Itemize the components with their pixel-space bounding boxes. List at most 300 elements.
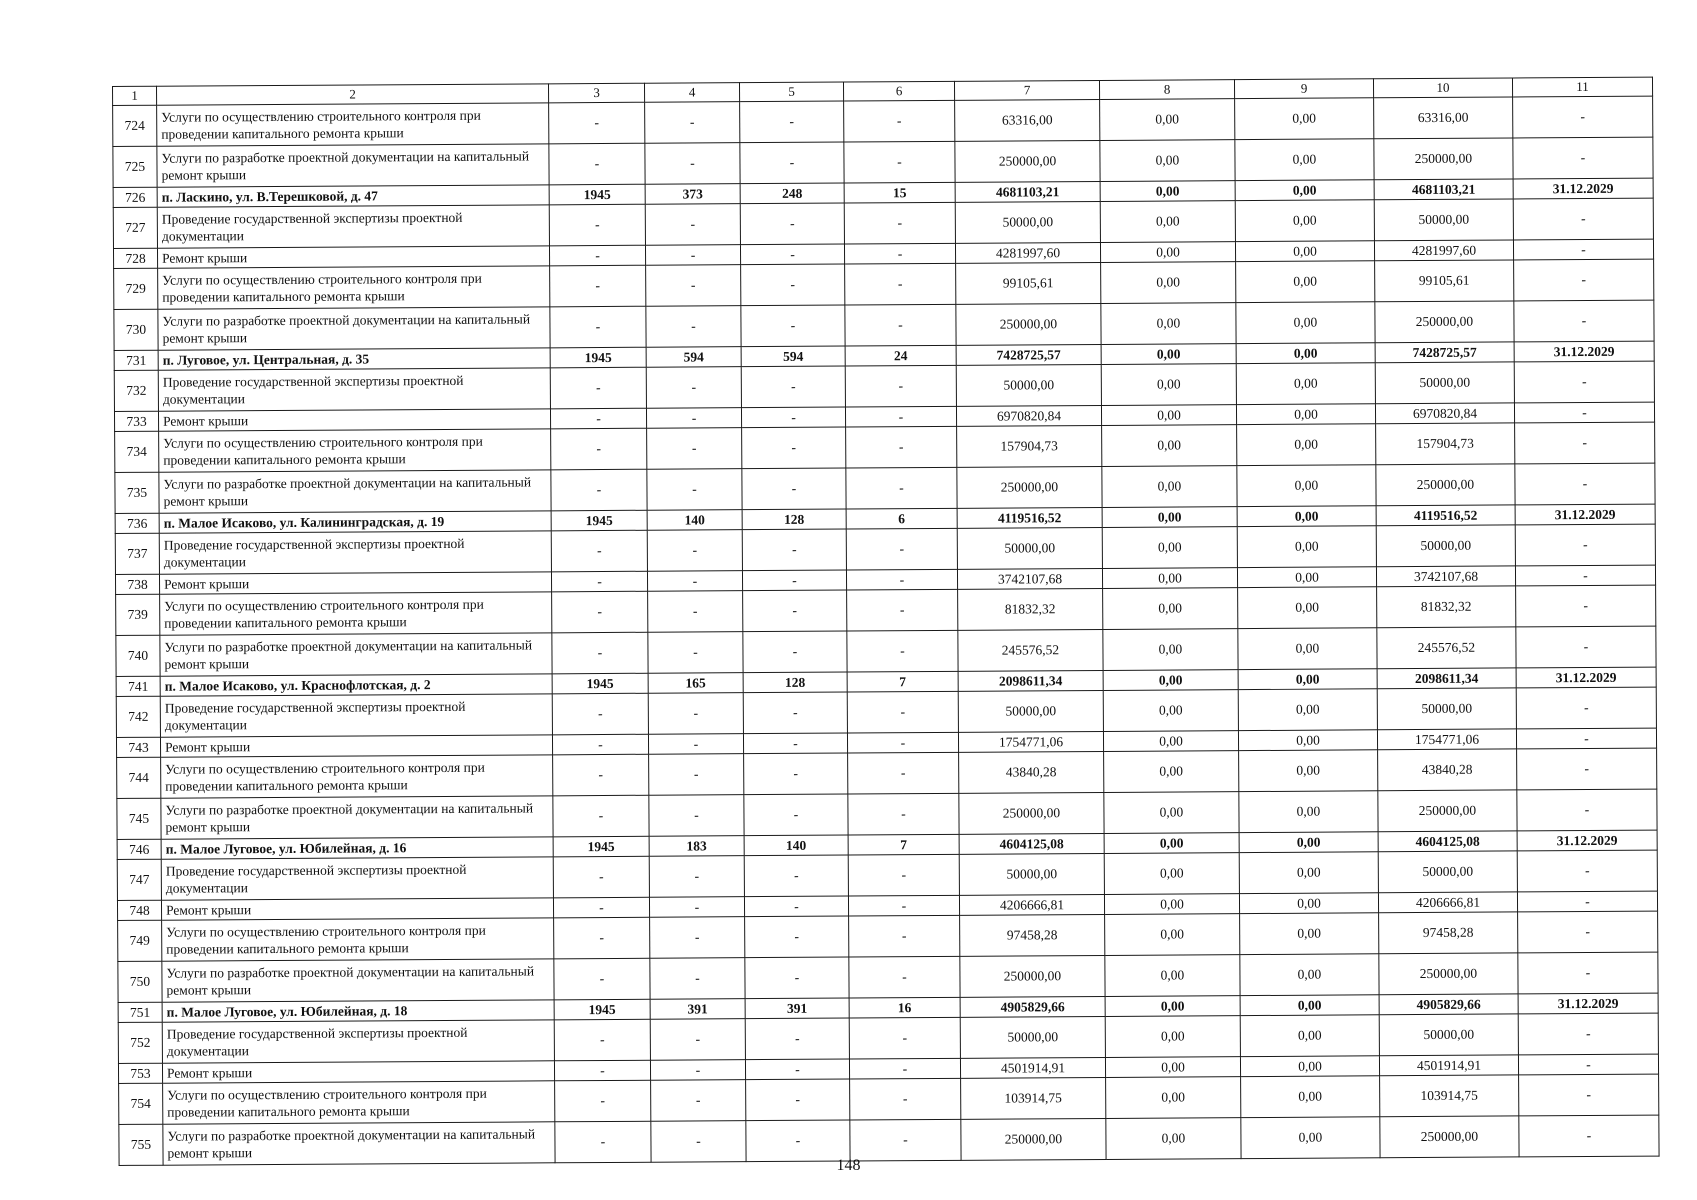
column-5-cell: 128 xyxy=(742,509,846,530)
column-8-cell: 0,00 xyxy=(1105,1016,1240,1058)
row-number-cell: 753 xyxy=(118,1063,162,1083)
column-8-cell: 0,00 xyxy=(1103,629,1238,671)
column-11-cell: - xyxy=(1519,1115,1659,1157)
column-7-cell: 4681103,21 xyxy=(955,181,1100,202)
column-7-cell: 99105,61 xyxy=(956,262,1101,304)
row-number-cell: 736 xyxy=(115,513,159,533)
row-number-cell: 749 xyxy=(118,920,162,961)
column-7-cell: 7428725,57 xyxy=(956,344,1101,365)
column-10-cell: 4681103,21 xyxy=(1374,179,1513,200)
column-5-cell: - xyxy=(741,264,845,306)
column-header: 2 xyxy=(157,84,549,105)
column-3-cell: - xyxy=(553,897,649,918)
column-5-cell: - xyxy=(744,855,848,897)
column-6-cell: 16 xyxy=(849,997,960,1018)
column-8-cell: 0,00 xyxy=(1105,914,1240,956)
column-5-cell: - xyxy=(741,366,845,408)
column-6-cell: - xyxy=(846,467,957,509)
column-7-cell: 250000,00 xyxy=(956,303,1101,345)
column-5-cell: - xyxy=(745,1059,849,1080)
row-number-cell: 735 xyxy=(115,472,159,513)
page-number: 148 xyxy=(836,1157,861,1174)
column-header: 9 xyxy=(1234,79,1373,99)
column-11-cell: - xyxy=(1514,361,1654,403)
column-11-cell: - xyxy=(1518,952,1658,994)
column-6-cell: - xyxy=(847,732,958,753)
column-7-cell: 4119516,52 xyxy=(957,507,1102,528)
table-body xyxy=(113,96,1659,1165)
row-number-cell: 742 xyxy=(116,696,160,737)
row-number-cell: 751 xyxy=(118,1002,162,1022)
row-number-cell: 740 xyxy=(116,635,160,676)
column-3-cell: - xyxy=(551,469,647,511)
row-number-cell: 725 xyxy=(113,146,157,187)
column-3-cell: - xyxy=(550,408,646,429)
description-cell: п. Малое Луговое, ул. Юбилейная, д. 16 xyxy=(161,837,553,859)
column-3-cell: - xyxy=(553,795,649,837)
column-10-cell: 157904,73 xyxy=(1376,423,1515,465)
column-7-cell: 97458,28 xyxy=(960,914,1105,956)
column-6-cell: - xyxy=(846,528,957,570)
row-number-cell: 741 xyxy=(116,676,160,696)
column-5-cell: - xyxy=(743,590,847,632)
column-4-cell: - xyxy=(647,530,742,572)
column-5-cell: - xyxy=(742,529,846,571)
column-11-cell: - xyxy=(1515,524,1655,566)
column-4-cell: - xyxy=(646,408,741,429)
column-9-cell: 0,00 xyxy=(1239,791,1378,833)
column-3-cell: - xyxy=(551,428,647,470)
column-6-cell: 15 xyxy=(844,182,955,203)
description-cell: Проведение государственной экспертизы проектной документации xyxy=(157,205,549,248)
column-10-cell: 50000,00 xyxy=(1376,525,1515,567)
column-10-cell: 2098611,34 xyxy=(1377,668,1516,689)
column-8-cell: 0,00 xyxy=(1102,568,1237,589)
column-10-cell: 6970820,84 xyxy=(1375,403,1514,424)
column-3-cell: - xyxy=(551,571,647,592)
column-11-cell: - xyxy=(1513,239,1653,260)
column-11-cell: - xyxy=(1518,1054,1658,1075)
column-header: 6 xyxy=(843,81,954,101)
column-8-cell: 0,00 xyxy=(1100,242,1235,263)
column-10-cell: 50000,00 xyxy=(1379,1014,1518,1056)
description-cell: Услуги по разработке проектной документации на капитальный ремонт крыши xyxy=(163,1122,555,1165)
column-4-cell: - xyxy=(645,102,740,144)
column-11-cell: 31.12.2029 xyxy=(1513,178,1653,199)
description-cell: Проведение государственной экспертизы проектной документации xyxy=(159,531,551,574)
column-7-cell: 50000,00 xyxy=(955,201,1100,243)
column-11-cell: - xyxy=(1519,1074,1659,1116)
column-3-cell: - xyxy=(550,265,646,307)
column-3-cell: - xyxy=(549,245,645,266)
column-3-cell: - xyxy=(552,632,648,674)
description-cell: Ремонт крыши xyxy=(157,246,549,268)
column-10-cell: 43840,28 xyxy=(1378,749,1517,791)
column-9-cell: 0,00 xyxy=(1235,98,1374,140)
column-10-cell: 50000,00 xyxy=(1378,851,1517,893)
column-7-cell: 245576,52 xyxy=(958,629,1103,671)
column-7-cell: 1754771,06 xyxy=(958,731,1103,752)
column-5-cell: - xyxy=(742,570,846,591)
description-cell: п. Малое Луговое, ул. Юбилейная, д. 18 xyxy=(162,1000,554,1022)
description-cell: п. Ласкино, ул. В.Терешковой, д. 47 xyxy=(157,185,549,207)
row-number-cell: 728 xyxy=(113,248,157,268)
column-9-cell: 0,00 xyxy=(1238,628,1377,670)
column-10-cell: 4281997,60 xyxy=(1374,240,1513,261)
column-3-cell: - xyxy=(554,1060,650,1081)
column-4-cell: - xyxy=(650,917,745,959)
column-11-cell: - xyxy=(1516,585,1656,627)
row-number-cell: 743 xyxy=(116,737,160,757)
column-3-cell: 1945 xyxy=(550,347,646,368)
description-cell: Услуги по осуществлению строительного контроля при проведении капитального ремонта крыши xyxy=(159,429,551,472)
column-10-cell: 250000,00 xyxy=(1379,953,1518,995)
column-9-cell: 0,00 xyxy=(1236,261,1375,303)
column-4-cell: 391 xyxy=(650,999,745,1020)
column-11-cell: - xyxy=(1517,789,1657,831)
column-3-cell: 1945 xyxy=(553,836,649,857)
column-11-cell: 31.12.2029 xyxy=(1517,830,1657,851)
column-10-cell: 7428725,57 xyxy=(1375,342,1514,363)
column-10-cell: 97458,28 xyxy=(1379,912,1518,954)
column-10-cell: 245576,52 xyxy=(1377,627,1516,669)
column-8-cell: 0,00 xyxy=(1104,792,1239,834)
column-5-cell: 391 xyxy=(745,998,849,1019)
column-9-cell: 0,00 xyxy=(1241,1076,1380,1118)
column-5-cell: - xyxy=(740,244,844,265)
column-5-cell: - xyxy=(743,692,847,734)
column-6-cell: - xyxy=(849,915,960,957)
column-3-cell: - xyxy=(549,143,645,185)
column-3-cell: - xyxy=(550,306,646,348)
column-10-cell: 81832,32 xyxy=(1377,586,1516,628)
column-10-cell: 250000,00 xyxy=(1378,790,1517,832)
column-9-cell: 0,00 xyxy=(1240,995,1379,1016)
column-11-cell: - xyxy=(1516,728,1656,749)
column-10-cell: 4905829,66 xyxy=(1379,994,1518,1015)
row-number-cell: 746 xyxy=(117,839,161,859)
column-8-cell: 0,00 xyxy=(1105,996,1240,1017)
description-cell: п. Малое Исаково, ул. Калининградская, д. 19 xyxy=(159,511,551,533)
column-4-cell: 594 xyxy=(646,347,741,368)
description-cell: Услуги по разработке проектной документации на капитальный ремонт крыши xyxy=(160,633,552,676)
column-11-cell: - xyxy=(1517,891,1657,912)
column-4-cell: 183 xyxy=(649,836,744,857)
column-9-cell: 0,00 xyxy=(1240,1056,1379,1077)
column-11-cell: - xyxy=(1515,565,1655,586)
description-cell: Услуги по разработке проектной документации на капитальный ремонт крыши xyxy=(162,959,554,1002)
column-9-cell: 0,00 xyxy=(1236,363,1375,405)
description-cell: Услуги по осуществлению строительного контроля при проведении капитального ремонта крыши xyxy=(161,755,553,798)
column-8-cell: 0,00 xyxy=(1102,425,1237,467)
column-3-cell: - xyxy=(555,1080,651,1122)
description-cell: Услуги по осуществлению строительного контроля при проведении капитального ремонта крыши xyxy=(162,918,554,961)
column-5-cell: - xyxy=(745,957,849,999)
column-3-cell: - xyxy=(554,917,650,959)
column-4-cell: - xyxy=(647,571,742,592)
column-9-cell: 0,00 xyxy=(1240,1015,1379,1057)
column-7-cell: 81832,32 xyxy=(958,588,1103,630)
column-8-cell: 0,00 xyxy=(1103,588,1238,630)
column-5-cell: - xyxy=(741,407,845,428)
column-6-cell: - xyxy=(846,426,957,468)
column-10-cell: 250000,00 xyxy=(1380,1116,1519,1158)
column-7-cell: 157904,73 xyxy=(957,425,1102,467)
column-5-cell: - xyxy=(742,427,846,469)
column-10-cell: 50000,00 xyxy=(1375,362,1514,404)
column-9-cell: 0,00 xyxy=(1238,669,1377,690)
description-cell: Проведение государственной экспертизы проектной документации xyxy=(162,1020,554,1063)
column-5-cell: - xyxy=(740,203,844,245)
column-5-cell: - xyxy=(742,468,846,510)
column-3-cell: - xyxy=(554,1019,650,1061)
row-number-cell: 750 xyxy=(118,961,162,1002)
column-4-cell: - xyxy=(650,1060,745,1081)
row-number-cell: 729 xyxy=(114,268,158,309)
column-8-cell: 0,00 xyxy=(1102,507,1237,528)
description-cell: п. Луговое, ул. Центральная, д. 35 xyxy=(158,348,550,370)
column-8-cell: 0,00 xyxy=(1101,262,1236,304)
description-cell: Услуги по разработке проектной документации на капитальный ремонт крыши xyxy=(157,144,549,187)
column-7-cell: 250000,00 xyxy=(960,955,1105,997)
column-4-cell: 140 xyxy=(647,510,742,531)
column-5-cell: - xyxy=(740,142,844,184)
column-6-cell: - xyxy=(844,141,955,183)
column-4-cell: - xyxy=(650,958,745,1000)
column-4-cell: - xyxy=(650,1019,745,1061)
column-9-cell: 0,00 xyxy=(1235,241,1374,262)
column-8-cell: 0,00 xyxy=(1104,751,1239,793)
column-11-cell: - xyxy=(1518,1013,1658,1055)
column-3-cell: - xyxy=(552,591,648,633)
column-4-cell: - xyxy=(651,1080,746,1122)
column-10-cell: 4501914,91 xyxy=(1379,1055,1518,1076)
column-9-cell: 0,00 xyxy=(1240,913,1379,955)
description-cell: Ремонт крыши xyxy=(161,898,553,920)
column-11-cell: 31.12.2029 xyxy=(1514,341,1654,362)
column-4-cell: - xyxy=(646,367,741,409)
column-5-cell: - xyxy=(744,896,848,917)
column-8-cell: 0,00 xyxy=(1105,1057,1240,1078)
column-6-cell: - xyxy=(845,365,956,407)
column-11-cell: - xyxy=(1513,198,1653,240)
column-5-cell: 594 xyxy=(741,346,845,367)
column-10-cell: 99105,61 xyxy=(1375,260,1514,302)
column-8-cell: 0,00 xyxy=(1104,894,1239,915)
row-number-cell: 726 xyxy=(113,187,157,207)
row-number-cell: 755 xyxy=(119,1124,163,1165)
column-6-cell: - xyxy=(849,956,960,998)
column-3-cell: - xyxy=(551,530,647,572)
description-cell: Услуги по осуществлению строительного контроля при проведении капитального ремонта крыши xyxy=(157,103,549,146)
column-8-cell: 0,00 xyxy=(1101,364,1236,406)
column-9-cell: 0,00 xyxy=(1237,567,1376,588)
column-11-cell: - xyxy=(1518,911,1658,953)
column-6-cell: 24 xyxy=(845,345,956,366)
column-6-cell: - xyxy=(845,263,956,305)
column-5-cell: - xyxy=(740,101,844,143)
column-4-cell: - xyxy=(645,245,740,266)
column-7-cell: 4604125,08 xyxy=(959,833,1104,854)
column-7-cell: 2098611,34 xyxy=(958,670,1103,691)
column-8-cell: 0,00 xyxy=(1102,527,1237,569)
row-number-cell: 752 xyxy=(118,1022,162,1063)
column-7-cell: 4905829,66 xyxy=(960,996,1105,1017)
column-3-cell: - xyxy=(549,102,645,144)
column-6-cell: - xyxy=(844,100,955,142)
column-6-cell: 6 xyxy=(846,508,957,529)
row-number-cell: 737 xyxy=(115,533,159,574)
description-cell: Услуги по осуществлению строительного контроля при проведении капитального ремонта крыши xyxy=(158,266,550,309)
column-3-cell: 1945 xyxy=(552,673,648,694)
column-header: 7 xyxy=(954,80,1099,100)
column-10-cell: 4604125,08 xyxy=(1378,831,1517,852)
row-number-cell: 732 xyxy=(114,370,158,411)
column-9-cell: 0,00 xyxy=(1236,343,1375,364)
column-7-cell: 50000,00 xyxy=(959,853,1104,895)
column-5-cell: - xyxy=(743,733,847,754)
column-11-cell: - xyxy=(1514,402,1654,423)
column-9-cell: 0,00 xyxy=(1235,139,1374,181)
column-4-cell: - xyxy=(648,734,743,755)
column-6-cell: - xyxy=(848,752,959,794)
column-10-cell: 1754771,06 xyxy=(1377,729,1516,750)
column-5-cell: - xyxy=(746,1120,850,1162)
column-7-cell: 50000,00 xyxy=(956,364,1101,406)
column-7-cell: 6970820,84 xyxy=(956,405,1101,426)
column-6-cell: - xyxy=(844,202,955,244)
column-11-cell: - xyxy=(1513,137,1653,179)
column-11-cell: - xyxy=(1517,748,1657,790)
column-header: 10 xyxy=(1373,78,1512,98)
column-9-cell: 0,00 xyxy=(1236,404,1375,425)
column-3-cell: 1945 xyxy=(554,999,650,1020)
row-number-cell: 754 xyxy=(119,1083,163,1124)
column-9-cell: 0,00 xyxy=(1237,526,1376,568)
description-cell: Проведение государственной экспертизы проектной документации xyxy=(161,857,553,900)
column-11-cell: 31.12.2029 xyxy=(1518,993,1658,1014)
column-5-cell: 140 xyxy=(744,835,848,856)
column-3-cell: - xyxy=(549,204,645,246)
row-number-cell: 734 xyxy=(115,431,159,472)
column-10-cell: 250000,00 xyxy=(1376,464,1515,506)
column-4-cell: - xyxy=(646,306,741,348)
row-number-cell: 739 xyxy=(116,594,160,635)
column-10-cell: 4206666,81 xyxy=(1378,892,1517,913)
column-7-cell: 4281997,60 xyxy=(955,242,1100,263)
column-9-cell: 0,00 xyxy=(1237,424,1376,466)
column-header: 4 xyxy=(644,83,739,103)
column-7-cell: 250000,00 xyxy=(955,140,1100,182)
column-header: 8 xyxy=(1099,80,1234,100)
column-10-cell: 3742107,68 xyxy=(1376,566,1515,587)
column-5-cell: 128 xyxy=(743,672,847,693)
column-9-cell: 0,00 xyxy=(1239,852,1378,894)
row-number-cell: 744 xyxy=(117,757,161,798)
row-number-cell: 724 xyxy=(113,105,157,146)
column-header: 5 xyxy=(739,82,843,102)
column-4-cell: - xyxy=(651,1121,746,1163)
column-3-cell: - xyxy=(552,693,648,735)
column-9-cell: 0,00 xyxy=(1235,200,1374,242)
row-number-cell: 748 xyxy=(117,900,161,920)
column-6-cell: - xyxy=(845,304,956,346)
column-10-cell: 103914,75 xyxy=(1380,1075,1519,1117)
column-6-cell: - xyxy=(848,854,959,896)
column-9-cell: 0,00 xyxy=(1238,689,1377,731)
column-3-cell: - xyxy=(554,958,650,1000)
column-7-cell: 63316,00 xyxy=(955,99,1100,141)
column-4-cell: - xyxy=(647,428,742,470)
column-8-cell: 0,00 xyxy=(1104,853,1239,895)
column-4-cell: 373 xyxy=(645,184,740,205)
description-cell: Ремонт крыши xyxy=(158,409,550,431)
column-9-cell: 0,00 xyxy=(1239,750,1378,792)
column-10-cell: 4119516,52 xyxy=(1376,505,1515,526)
row-number-cell: 731 xyxy=(114,350,158,370)
column-7-cell: 50000,00 xyxy=(958,690,1103,732)
column-4-cell: - xyxy=(649,754,744,796)
column-4-cell: 165 xyxy=(648,673,743,694)
column-6-cell: 7 xyxy=(847,671,958,692)
column-6-cell: - xyxy=(850,1078,961,1120)
column-4-cell: - xyxy=(648,591,743,633)
column-8-cell: 0,00 xyxy=(1105,955,1240,997)
description-cell: Услуги по разработке проектной документации на капитальный ремонт крыши xyxy=(158,307,550,350)
column-11-cell: 31.12.2029 xyxy=(1516,667,1656,688)
column-4-cell: - xyxy=(649,795,744,837)
column-11-cell: 31.12.2029 xyxy=(1515,504,1655,525)
column-5-cell: 248 xyxy=(740,183,844,204)
column-7-cell: 50000,00 xyxy=(957,527,1102,569)
column-4-cell: - xyxy=(648,632,743,674)
column-6-cell: - xyxy=(849,1017,960,1059)
column-6-cell: - xyxy=(849,1058,960,1079)
column-4-cell: - xyxy=(645,143,740,185)
column-11-cell: - xyxy=(1514,300,1654,342)
column-8-cell: 0,00 xyxy=(1103,731,1238,752)
column-6-cell: - xyxy=(848,793,959,835)
description-cell: Ремонт крыши xyxy=(159,572,551,594)
column-7-cell: 250000,00 xyxy=(957,466,1102,508)
column-6-cell: 7 xyxy=(848,834,959,855)
column-8-cell: 0,00 xyxy=(1101,344,1236,365)
column-9-cell: 0,00 xyxy=(1235,180,1374,201)
column-7-cell: 50000,00 xyxy=(960,1016,1105,1058)
column-8-cell: 0,00 xyxy=(1100,140,1235,182)
description-cell: Услуги по разработке проектной документации на капитальный ремонт крыши xyxy=(159,470,551,513)
program-table xyxy=(112,77,1660,1166)
description-cell: п. Малое Исаково, ул. Краснофлотская, д. 2 xyxy=(160,674,552,696)
column-10-cell: 250000,00 xyxy=(1375,301,1514,343)
column-header: 3 xyxy=(548,83,644,103)
column-8-cell: 0,00 xyxy=(1104,833,1239,854)
column-11-cell: - xyxy=(1515,463,1655,505)
column-5-cell: - xyxy=(745,916,849,958)
column-9-cell: 0,00 xyxy=(1236,302,1375,344)
column-3-cell: - xyxy=(555,1121,651,1163)
column-6-cell: - xyxy=(844,243,955,264)
column-6-cell: - xyxy=(847,589,958,631)
column-9-cell: 0,00 xyxy=(1237,465,1376,507)
column-7-cell: 3742107,68 xyxy=(957,568,1102,589)
column-9-cell: 0,00 xyxy=(1239,893,1378,914)
column-10-cell: 50000,00 xyxy=(1374,199,1513,241)
column-8-cell: 0,00 xyxy=(1102,466,1237,508)
column-9-cell: 0,00 xyxy=(1237,506,1376,527)
column-7-cell: 4206666,81 xyxy=(959,894,1104,915)
column-9-cell: 0,00 xyxy=(1241,1117,1380,1159)
